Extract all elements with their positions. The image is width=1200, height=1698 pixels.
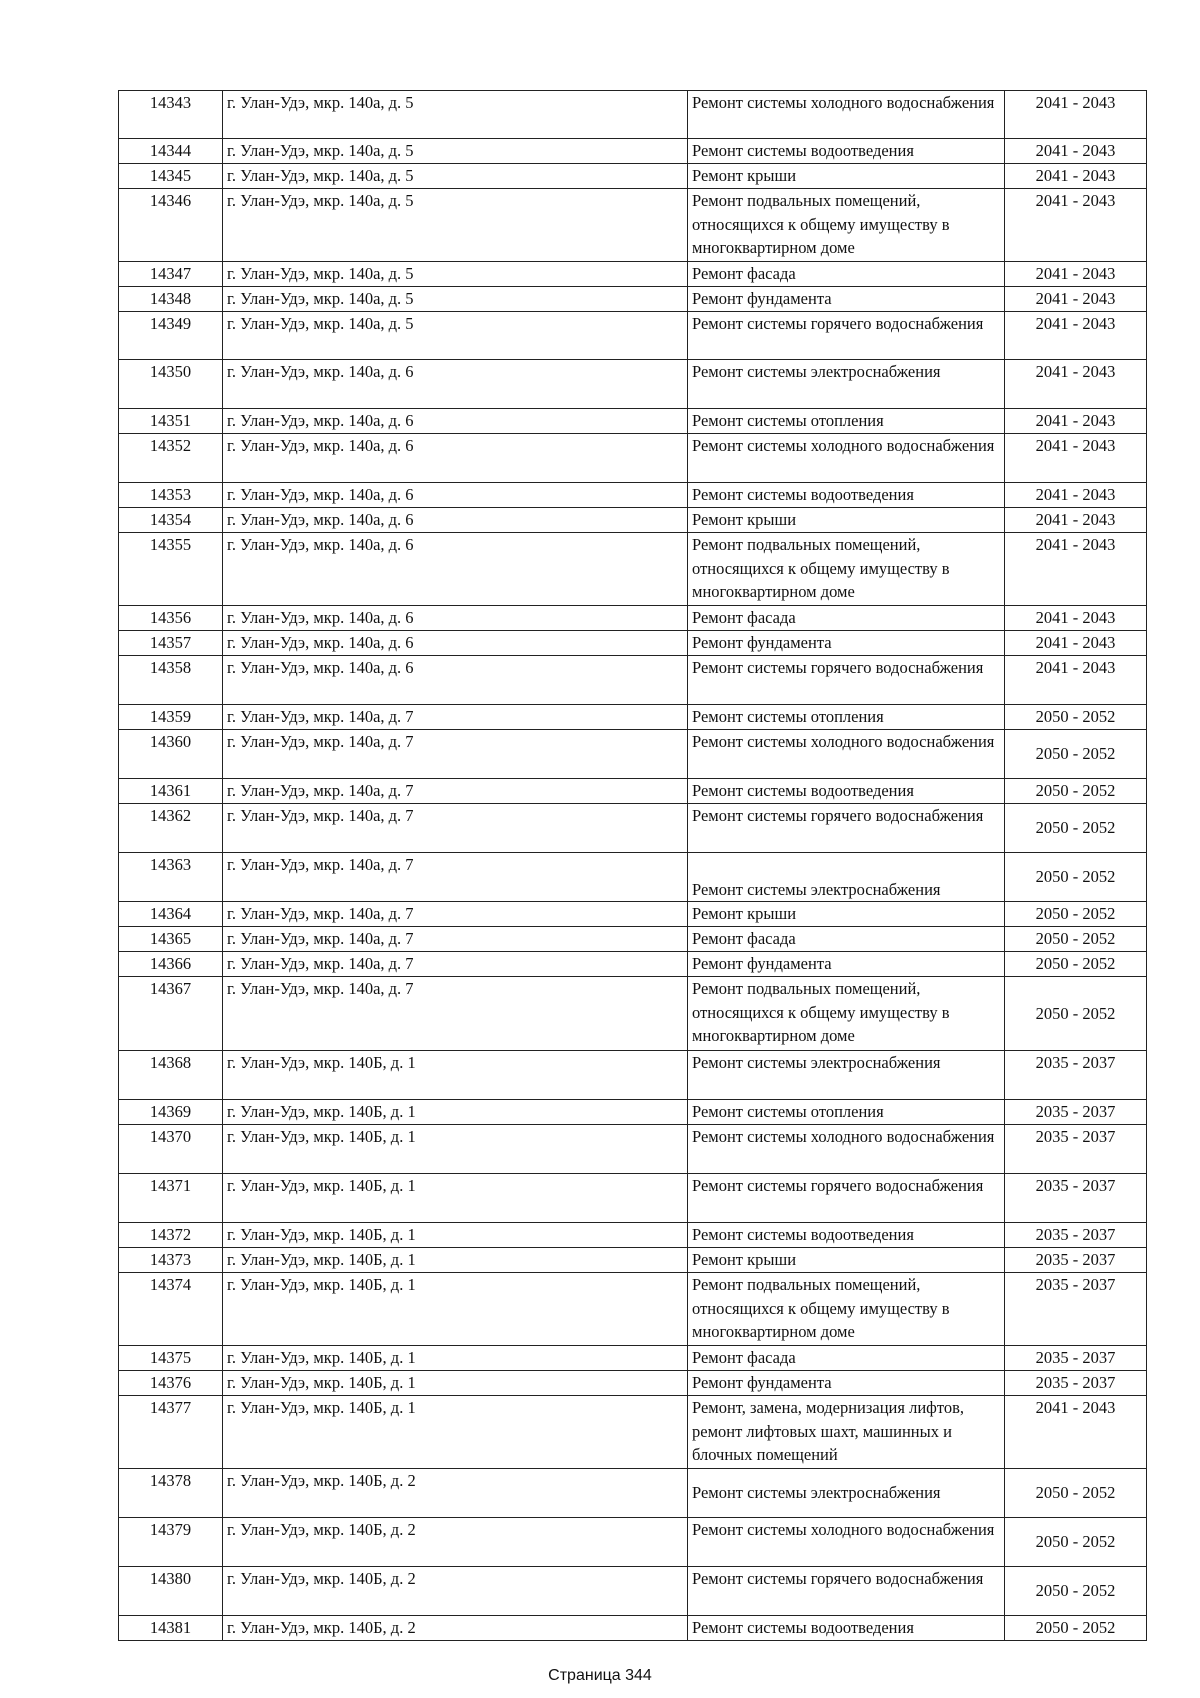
row-work: Ремонт системы холодного водоснабжения (688, 434, 1005, 483)
page-number: Страница 344 (548, 1667, 652, 1684)
row-number: 14366 (119, 952, 223, 977)
row-work: Ремонт системы водоотведения (688, 1223, 1005, 1248)
table-row (119, 927, 1147, 952)
row-work: Ремонт системы горячего водоснабжения (688, 1174, 1005, 1223)
row-period: 2050 - 2052 (1005, 902, 1147, 927)
row-address: г. Улан-Удэ, мкр. 140а, д. 7 (223, 779, 688, 804)
row-period: 2035 - 2037 (1005, 1051, 1147, 1100)
table-row (119, 262, 1147, 287)
table-row (119, 434, 1147, 483)
row-work: Ремонт фасада (688, 262, 1005, 287)
row-address: г. Улан-Удэ, мкр. 140Б, д. 1 (223, 1396, 688, 1469)
row-number: 14381 (119, 1616, 223, 1641)
row-address: г. Улан-Удэ, мкр. 140а, д. 5 (223, 139, 688, 164)
row-period: 2041 - 2043 (1005, 409, 1147, 434)
row-address: г. Улан-Удэ, мкр. 140а, д. 7 (223, 927, 688, 952)
table-row (119, 853, 1147, 902)
row-period: 2035 - 2037 (1005, 1174, 1147, 1223)
row-number: 14364 (119, 902, 223, 927)
row-address: г. Улан-Удэ, мкр. 140а, д. 7 (223, 902, 688, 927)
row-address: г. Улан-Удэ, мкр. 140а, д. 7 (223, 977, 688, 1051)
row-work: Ремонт системы электроснабжения (688, 360, 1005, 409)
row-number: 14378 (119, 1469, 223, 1518)
row-work: Ремонт системы холодного водоснабжения (688, 1518, 1005, 1567)
row-address: г. Улан-Удэ, мкр. 140Б, д. 1 (223, 1371, 688, 1396)
row-work: Ремонт подвальных помещений, относящихся к общему имуществу в многоквартирном доме (688, 977, 1005, 1051)
table-row (119, 1518, 1147, 1567)
row-address: г. Улан-Удэ, мкр. 140а, д. 5 (223, 91, 688, 139)
table-row (119, 606, 1147, 631)
row-period: 2041 - 2043 (1005, 189, 1147, 262)
table-row (119, 656, 1147, 705)
table-row (119, 1125, 1147, 1174)
table-row (119, 631, 1147, 656)
table-row (119, 533, 1147, 606)
row-address: г. Улан-Удэ, мкр. 140а, д. 6 (223, 656, 688, 705)
row-period: 2041 - 2043 (1005, 262, 1147, 287)
row-work: Ремонт фундамента (688, 1371, 1005, 1396)
row-address: г. Улан-Удэ, мкр. 140а, д. 6 (223, 533, 688, 606)
row-address: г. Улан-Удэ, мкр. 140Б, д. 1 (223, 1174, 688, 1223)
row-period: 2041 - 2043 (1005, 1396, 1147, 1469)
table-row (119, 1396, 1147, 1469)
row-address: г. Улан-Удэ, мкр. 140Б, д. 1 (223, 1248, 688, 1273)
row-work: Ремонт системы горячего водоснабжения (688, 656, 1005, 705)
table-row (119, 409, 1147, 434)
row-address: г. Улан-Удэ, мкр. 140а, д. 6 (223, 631, 688, 656)
table-row (119, 1371, 1147, 1396)
row-period: 2041 - 2043 (1005, 91, 1147, 139)
table-row (119, 804, 1147, 853)
row-number: 14370 (119, 1125, 223, 1174)
row-period: 2041 - 2043 (1005, 434, 1147, 483)
row-work: Ремонт крыши (688, 902, 1005, 927)
row-work: Ремонт фасада (688, 606, 1005, 631)
row-work: Ремонт подвальных помещений, относящихся к общему имуществу в многоквартирном доме (688, 189, 1005, 262)
row-work: Ремонт крыши (688, 164, 1005, 189)
table-row (119, 1248, 1147, 1273)
row-work: Ремонт подвальных помещений, относящихся к общему имуществу в многоквартирном доме (688, 1273, 1005, 1346)
row-period: 2050 - 2052 (1005, 927, 1147, 952)
row-number: 14347 (119, 262, 223, 287)
row-work: Ремонт системы электроснабжения (688, 1051, 1005, 1100)
table-row (119, 483, 1147, 508)
row-period: 2041 - 2043 (1005, 483, 1147, 508)
row-address: г. Улан-Удэ, мкр. 140а, д. 5 (223, 189, 688, 262)
row-period: 2041 - 2043 (1005, 164, 1147, 189)
row-period: 2050 - 2052 (1005, 853, 1147, 902)
row-period: 2050 - 2052 (1005, 1469, 1147, 1518)
row-period: 2035 - 2037 (1005, 1273, 1147, 1346)
table-row (119, 977, 1147, 1051)
row-period: 2050 - 2052 (1005, 952, 1147, 977)
table-row (119, 1469, 1147, 1518)
row-address: г. Улан-Удэ, мкр. 140а, д. 7 (223, 804, 688, 853)
row-work: Ремонт системы холодного водоснабжения (688, 1125, 1005, 1174)
row-period: 2050 - 2052 (1005, 804, 1147, 853)
row-number: 14377 (119, 1396, 223, 1469)
row-work: Ремонт системы электроснабжения (688, 853, 1005, 902)
row-address: г. Улан-Удэ, мкр. 140а, д. 5 (223, 287, 688, 312)
table-row (119, 1346, 1147, 1371)
row-work: Ремонт системы электроснабжения (688, 1469, 1005, 1518)
row-address: г. Улан-Удэ, мкр. 140а, д. 6 (223, 483, 688, 508)
row-work: Ремонт системы холодного водоснабжения (688, 91, 1005, 139)
table-row (119, 779, 1147, 804)
row-address: г. Улан-Удэ, мкр. 140а, д. 6 (223, 360, 688, 409)
row-work: Ремонт системы водоотведения (688, 483, 1005, 508)
row-address: г. Улан-Удэ, мкр. 140а, д. 5 (223, 164, 688, 189)
row-address: г. Улан-Удэ, мкр. 140Б, д. 2 (223, 1616, 688, 1641)
row-period: 2041 - 2043 (1005, 312, 1147, 360)
table-row (119, 189, 1147, 262)
row-period: 2050 - 2052 (1005, 977, 1147, 1051)
row-number: 14352 (119, 434, 223, 483)
row-number: 14376 (119, 1371, 223, 1396)
row-number: 14348 (119, 287, 223, 312)
row-period: 2041 - 2043 (1005, 631, 1147, 656)
row-number: 14353 (119, 483, 223, 508)
row-period: 2041 - 2043 (1005, 360, 1147, 409)
row-work: Ремонт системы водоотведения (688, 1616, 1005, 1641)
table-row (119, 139, 1147, 164)
row-number: 14380 (119, 1567, 223, 1616)
row-number: 14344 (119, 139, 223, 164)
row-number: 14355 (119, 533, 223, 606)
row-address: г. Улан-Удэ, мкр. 140а, д. 7 (223, 730, 688, 779)
table-row (119, 952, 1147, 977)
row-work: Ремонт системы холодного водоснабжения (688, 730, 1005, 779)
row-number: 14374 (119, 1273, 223, 1346)
row-address: г. Улан-Удэ, мкр. 140Б, д. 2 (223, 1469, 688, 1518)
row-work: Ремонт системы водоотведения (688, 139, 1005, 164)
row-number: 14372 (119, 1223, 223, 1248)
row-period: 2035 - 2037 (1005, 1223, 1147, 1248)
row-address: г. Улан-Удэ, мкр. 140а, д. 5 (223, 262, 688, 287)
row-work: Ремонт системы отопления (688, 409, 1005, 434)
row-work: Ремонт подвальных помещений, относящихся к общему имуществу в многоквартирном доме (688, 533, 1005, 606)
row-address: г. Улан-Удэ, мкр. 140а, д. 6 (223, 409, 688, 434)
row-period: 2050 - 2052 (1005, 1616, 1147, 1641)
row-work: Ремонт системы горячего водоснабжения (688, 804, 1005, 853)
row-work: Ремонт крыши (688, 508, 1005, 533)
row-number: 14367 (119, 977, 223, 1051)
row-number: 14349 (119, 312, 223, 360)
row-work: Ремонт фасада (688, 1346, 1005, 1371)
row-number: 14359 (119, 705, 223, 730)
row-period: 2035 - 2037 (1005, 1125, 1147, 1174)
table-row (119, 730, 1147, 779)
row-period: 2050 - 2052 (1005, 705, 1147, 730)
row-address: г. Улан-Удэ, мкр. 140Б, д. 1 (223, 1100, 688, 1125)
row-number: 14362 (119, 804, 223, 853)
table-row (119, 1174, 1147, 1223)
row-number: 14354 (119, 508, 223, 533)
table-row (119, 705, 1147, 730)
row-number: 14351 (119, 409, 223, 434)
row-work: Ремонт крыши (688, 1248, 1005, 1273)
row-number: 14356 (119, 606, 223, 631)
table-row (119, 91, 1147, 139)
row-number: 14346 (119, 189, 223, 262)
row-number: 14343 (119, 91, 223, 139)
row-address: г. Улан-Удэ, мкр. 140Б, д. 1 (223, 1125, 688, 1174)
row-period: 2041 - 2043 (1005, 656, 1147, 705)
row-number: 14379 (119, 1518, 223, 1567)
row-work: Ремонт фундамента (688, 631, 1005, 656)
table-row (119, 1051, 1147, 1100)
table-row (119, 287, 1147, 312)
row-address: г. Улан-Удэ, мкр. 140а, д. 6 (223, 508, 688, 533)
table-row (119, 312, 1147, 360)
row-address: г. Улан-Удэ, мкр. 140Б, д. 1 (223, 1223, 688, 1248)
row-work: Ремонт фундамента (688, 952, 1005, 977)
row-work: Ремонт фасада (688, 927, 1005, 952)
table-row (119, 1273, 1147, 1346)
table-row (119, 902, 1147, 927)
row-number: 14375 (119, 1346, 223, 1371)
row-number: 14363 (119, 853, 223, 902)
row-period: 2035 - 2037 (1005, 1346, 1147, 1371)
row-number: 14371 (119, 1174, 223, 1223)
row-period: 2041 - 2043 (1005, 508, 1147, 533)
row-number: 14360 (119, 730, 223, 779)
table-row (119, 1100, 1147, 1125)
row-address: г. Улан-Удэ, мкр. 140Б, д. 1 (223, 1346, 688, 1371)
row-period: 2050 - 2052 (1005, 1567, 1147, 1616)
table-row (119, 1223, 1147, 1248)
row-period: 2050 - 2052 (1005, 779, 1147, 804)
row-address: г. Улан-Удэ, мкр. 140Б, д. 2 (223, 1518, 688, 1567)
row-address: г. Улан-Удэ, мкр. 140Б, д. 2 (223, 1567, 688, 1616)
row-period: 2035 - 2037 (1005, 1371, 1147, 1396)
row-period: 2035 - 2037 (1005, 1248, 1147, 1273)
row-work: Ремонт системы водоотведения (688, 779, 1005, 804)
works-table (118, 90, 1147, 1641)
row-number: 14358 (119, 656, 223, 705)
row-address: г. Улан-Удэ, мкр. 140а, д. 6 (223, 434, 688, 483)
row-address: г. Улан-Удэ, мкр. 140Б, д. 1 (223, 1051, 688, 1100)
row-period: 2041 - 2043 (1005, 139, 1147, 164)
row-number: 14369 (119, 1100, 223, 1125)
table-row (119, 508, 1147, 533)
row-number: 14365 (119, 927, 223, 952)
row-period: 2035 - 2037 (1005, 1100, 1147, 1125)
row-number: 14357 (119, 631, 223, 656)
row-number: 14350 (119, 360, 223, 409)
row-work: Ремонт системы отопления (688, 705, 1005, 730)
row-work: Ремонт системы горячего водоснабжения (688, 1567, 1005, 1616)
row-address: г. Улан-Удэ, мкр. 140а, д. 5 (223, 312, 688, 360)
row-work: Ремонт системы горячего водоснабжения (688, 312, 1005, 360)
row-address: г. Улан-Удэ, мкр. 140а, д. 7 (223, 853, 688, 902)
table-row (119, 1567, 1147, 1616)
row-period: 2041 - 2043 (1005, 606, 1147, 631)
row-address: г. Улан-Удэ, мкр. 140а, д. 7 (223, 952, 688, 977)
table-row (119, 360, 1147, 409)
row-number: 14361 (119, 779, 223, 804)
row-period: 2041 - 2043 (1005, 287, 1147, 312)
row-number: 14368 (119, 1051, 223, 1100)
row-work: Ремонт системы отопления (688, 1100, 1005, 1125)
row-work: Ремонт фундамента (688, 287, 1005, 312)
table-row (119, 164, 1147, 189)
row-number: 14345 (119, 164, 223, 189)
row-address: г. Улан-Удэ, мкр. 140а, д. 6 (223, 606, 688, 631)
row-work: Ремонт, замена, модернизация лифтов, ремонт лифтовых шахт, машинных и блочных помещений (688, 1396, 1005, 1469)
row-period: 2050 - 2052 (1005, 730, 1147, 779)
row-address: г. Улан-Удэ, мкр. 140Б, д. 1 (223, 1273, 688, 1346)
table-row (119, 1616, 1147, 1641)
row-address: г. Улан-Удэ, мкр. 140а, д. 7 (223, 705, 688, 730)
row-period: 2041 - 2043 (1005, 533, 1147, 606)
row-number: 14373 (119, 1248, 223, 1273)
row-period: 2050 - 2052 (1005, 1518, 1147, 1567)
